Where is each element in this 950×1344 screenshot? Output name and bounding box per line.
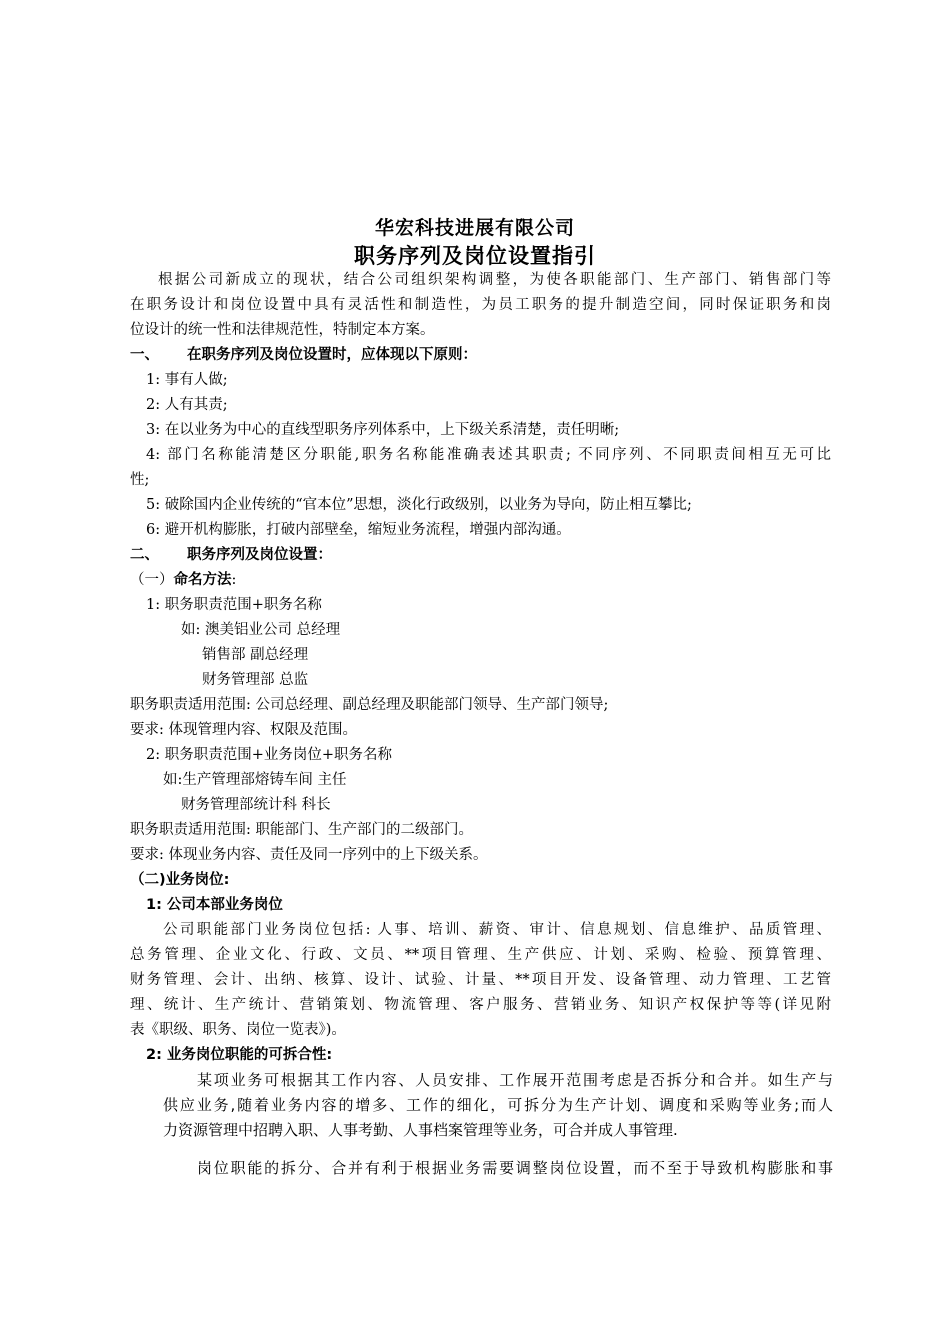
principle-3: 3: 在以业务为中心的直线型职务序列体系中，上下级关系清楚，责任明晰;: [146, 422, 620, 438]
method-1-scope: 职务职责适用范围: 公司总经理、副总经理及职能部门领导、生产部门领导;: [130, 697, 609, 713]
principle-4-cont: 性;: [130, 472, 150, 488]
method-1: 1: 职务职责范围+职务名称: [146, 597, 322, 613]
method-2-example-2: 财务管理部统计科 科长: [181, 797, 331, 813]
subsection-1-label: [130, 570, 236, 590]
post-list-line-4: 理、统计、生产统计、营销策划、物流管理、客户服务、营销业务、知识产权保护等等(详见附: [130, 997, 831, 1013]
principle-1: 1: 事有人做;: [146, 372, 228, 388]
subsection-2-label: （二)业务岗位:: [130, 872, 230, 888]
principle-6: 6: 避开机构膨胀，打破内部壁垒，缩短业务流程，增强内部沟通。: [146, 522, 571, 538]
principle-5: 5: 破除国内企业传统的“官本位”思想，淡化行政级别，以业务为导向，防止相互攀比;: [146, 497, 692, 513]
intro-line-3: 位设计的统一性和法律规范性，特制定本方案。: [130, 322, 435, 338]
section-2-heading: 职务序列及岗位设置：: [187, 547, 332, 563]
method-1-example-2: 销售部 副总经理: [202, 647, 309, 663]
separability-title: 2: 业务岗位职能的可拆合性:: [146, 1047, 333, 1063]
post-list-title: 1: 公司本部业务岗位: [146, 897, 283, 913]
subsection-1-colon: :: [231, 572, 237, 588]
subsection-1-title: 命名方法: [173, 572, 232, 588]
document-title: 职务序列及岗位设置指引: [354, 243, 596, 268]
principle-2: 2: 人有其责;: [146, 397, 228, 413]
separability-line-3: 力资源管理中招聘入职、人事考勤、人事档案管理等业务，可合并成人事管理.: [163, 1121, 678, 1139]
intro-line-1: 根据公司新成立的现状，结合公司组织架构调整，为使各职能部门、生产部门、销售部门等: [158, 272, 831, 288]
section-2-number: 二、: [130, 547, 159, 563]
subsection-1-prefix: （一）: [130, 572, 174, 588]
section-1-heading: 在职务序列及岗位设置时，应体现以下原则：: [187, 347, 477, 363]
method-1-example-1: 如: 澳美铝业公司 总经理: [181, 622, 341, 638]
adjustment-line-1: 岗位职能的拆分、合并有利于根据业务需要调整岗位设置，而不至于导致机构膨胀和事: [197, 1159, 833, 1177]
method-2-requirement: 要求: 体现业务内容、责任及同一序列中的上下级关系。: [130, 847, 488, 863]
method-2: 2: 职务职责范围+业务岗位+职务名称: [146, 747, 393, 763]
post-list-line-5: 表《职级、职务、岗位一览表》)。: [130, 1022, 346, 1038]
separability-line-2: 供应业务,随着业务内容的增多、工作的细化，可拆分为生产计划、调度和采购等业务;而人: [163, 1096, 833, 1114]
post-list-line-1: 公司职能部门业务岗位包括: 人事、培训、薪资、审计、信息规划、信息维护、品质管理、: [163, 922, 831, 938]
principle-4: 4: 部门名称能清楚区分职能,职务名称能准确表述其职责; 不同序列、不同职责间相互无可比: [146, 447, 831, 463]
intro-line-2: 在职务设计和岗位设置中具有灵活性和制造性，为员工职务的提升制造空间，同时保证职务和岗: [130, 297, 831, 313]
post-list-line-2: 总务管理、企业文化、行政、文员、**项目管理、生产供应、计划、采购、检验、预算管理、: [130, 947, 831, 963]
section-1-number: 一、: [130, 347, 159, 363]
method-2-scope: 职务职责适用范围: 职能部门、生产部门的二级部门。: [130, 822, 473, 838]
separability-line-1: 某项业务可根据其工作内容、人员安排、工作展开范围考虑是否拆分和合并。如生产与: [197, 1071, 833, 1089]
post-list-line-3: 财务管理、会计、出纳、核算、设计、试验、计量、**项目开发、设备管理、动力管理、工艺管: [130, 972, 831, 988]
company-name: 华宏科技进展有限公司: [374, 217, 575, 239]
method-2-example-1: 如:生产管理部熔铸车间 主任: [163, 772, 347, 788]
method-1-requirement: 要求: 体现管理内容、权限及范围。: [130, 722, 357, 738]
method-1-example-3: 财务管理部 总监: [202, 672, 309, 688]
